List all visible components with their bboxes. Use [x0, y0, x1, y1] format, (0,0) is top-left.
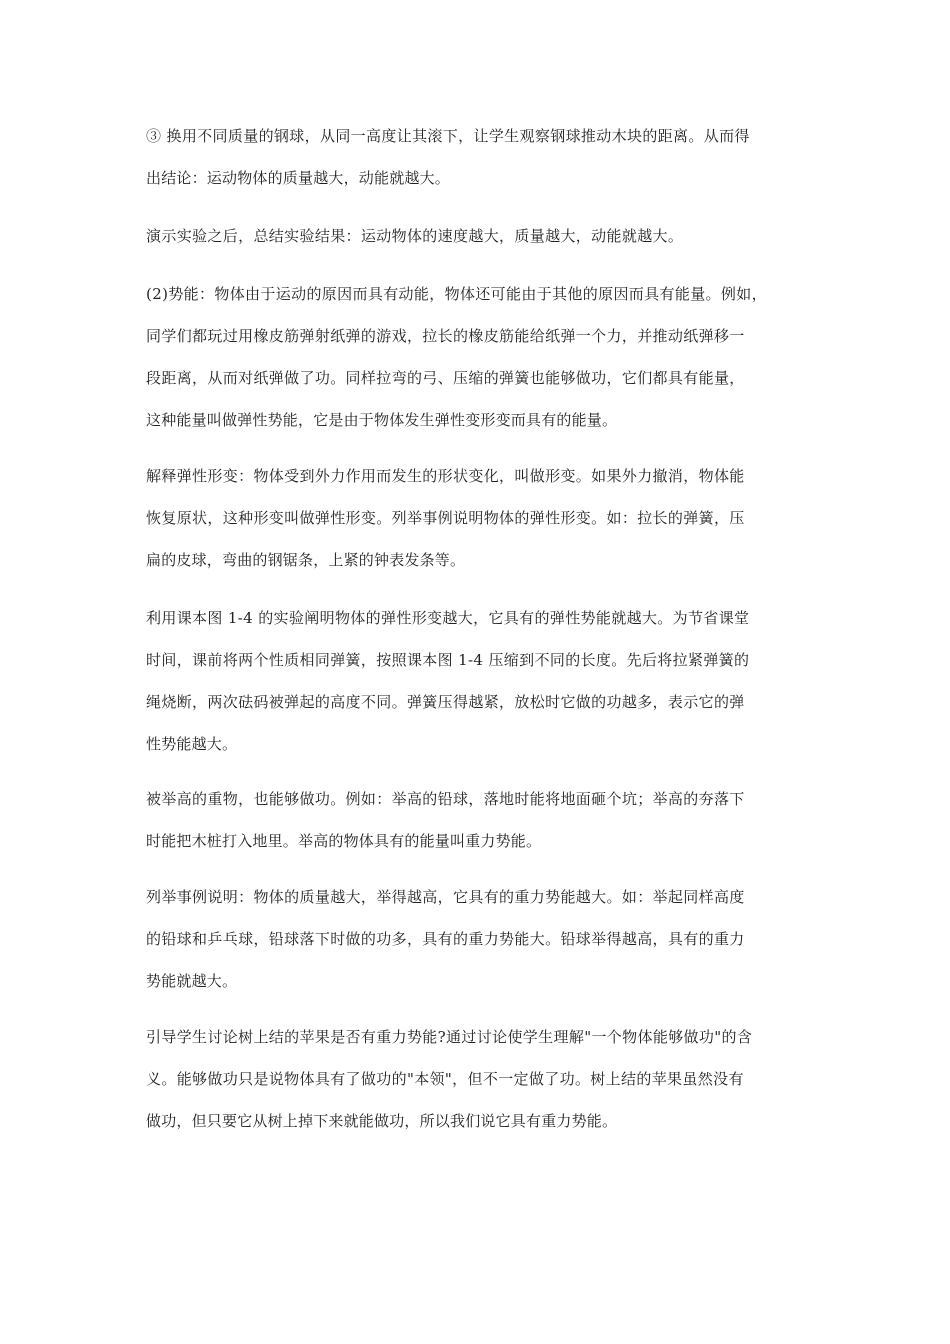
text-line: 被举高的重物，也能够做功。例如：举高的铅球，落地时能将地面砸个坑；举高的夯落下 — [146, 790, 745, 808]
text-line: 段距离，从而对纸弹做了功。同样拉弯的弓、压缩的弹簧也能够做功，它们都具有能量， — [146, 369, 745, 387]
paragraph-gravitational-examples — [146, 876, 816, 1002]
text-line: 义。能够做功只是说物体具有了做功的"本领"，但不一定做了功。树上结的苹果虽然没有 — [146, 1070, 744, 1088]
text-line: 引导学生讨论树上结的苹果是否有重力势能?通过讨论使学生理解"一个物体能够做功"的含 — [146, 1028, 753, 1046]
text-line: 的铅球和乒乓球，铅球落下时做的功多，具有的重力势能大。铅球举得越高，具有的重力 — [146, 930, 745, 948]
text-line: ③ 换用不同质量的钢球，从同一高度让其滚下，让学生观察钢球推动木块的距离。从而得 — [146, 127, 750, 145]
text-line: 扁的皮球，弯曲的钢锯条，上紧的钟表发条等。 — [146, 551, 466, 569]
paragraph-raised-weight — [146, 778, 816, 862]
text-line: 列举事例说明：物体的质量越大，举得越高，它具有的重力势能越大。如：举起同样高度 — [146, 888, 745, 906]
text-line: 性势能越大。 — [146, 735, 238, 753]
paragraph-elastic-deformation — [146, 455, 816, 581]
paragraph-apple-discussion — [146, 1016, 816, 1142]
text-line: 利用课本图 1-4 的实验阐明物体的弹性形变越大，它具有的弹性势能就越大。为节省课堂 — [146, 609, 750, 627]
paragraph-potential-energy — [146, 273, 816, 441]
text-line: 势能就越大。 — [146, 972, 238, 990]
text-line: 演示实验之后，总结实验结果：运动物体的速度越大，质量越大，动能就越大。 — [146, 227, 684, 245]
paragraph-experiment-summary — [146, 215, 816, 257]
paragraph-textbook-figure — [146, 597, 816, 765]
text-line: 出结论：运动物体的质量越大，动能就越大。 — [146, 169, 451, 187]
text-line: 做功，但只要它从树上掉下来就能做功，所以我们说它具有重力势能。 — [146, 1112, 618, 1130]
paragraph-steel-ball-mass — [146, 115, 816, 199]
text-line: 时间，课前将两个性质相同弹簧，按照课本图 1-4 压缩到不同的长度。先后将拉紧弹簧的 — [146, 651, 750, 669]
text-line: 这种能量叫做弹性势能，它是由于物体发生弹性变形变而具有的能量。 — [146, 411, 618, 429]
text-line: (2)势能：物体由于运动的原因而具有动能，物体还可能由于其他的原因而具有能量。例如， — [146, 285, 767, 303]
text-line: 绳烧断，两次砝码被弹起的高度不同。弹簧压得越紧，放松时它做的功越多，表示它的弹 — [146, 693, 745, 711]
text-line: 解释弹性形变：物体受到外力作用而发生的形状变化，叫做形变。如果外力撤消，物体能 — [146, 467, 745, 485]
text-line: 时能把木桩打入地里。举高的物体具有的能量叫重力势能。 — [146, 832, 542, 850]
text-line: 同学们都玩过用橡皮筋弹射纸弹的游戏，拉长的橡皮筋能给纸弹一个力，并推动纸弹移一 — [146, 327, 745, 345]
text-line: 恢复原状，这种形变叫做弹性形变。列举事例说明物体的弹性形变。如：拉长的弹簧，压 — [146, 509, 745, 527]
